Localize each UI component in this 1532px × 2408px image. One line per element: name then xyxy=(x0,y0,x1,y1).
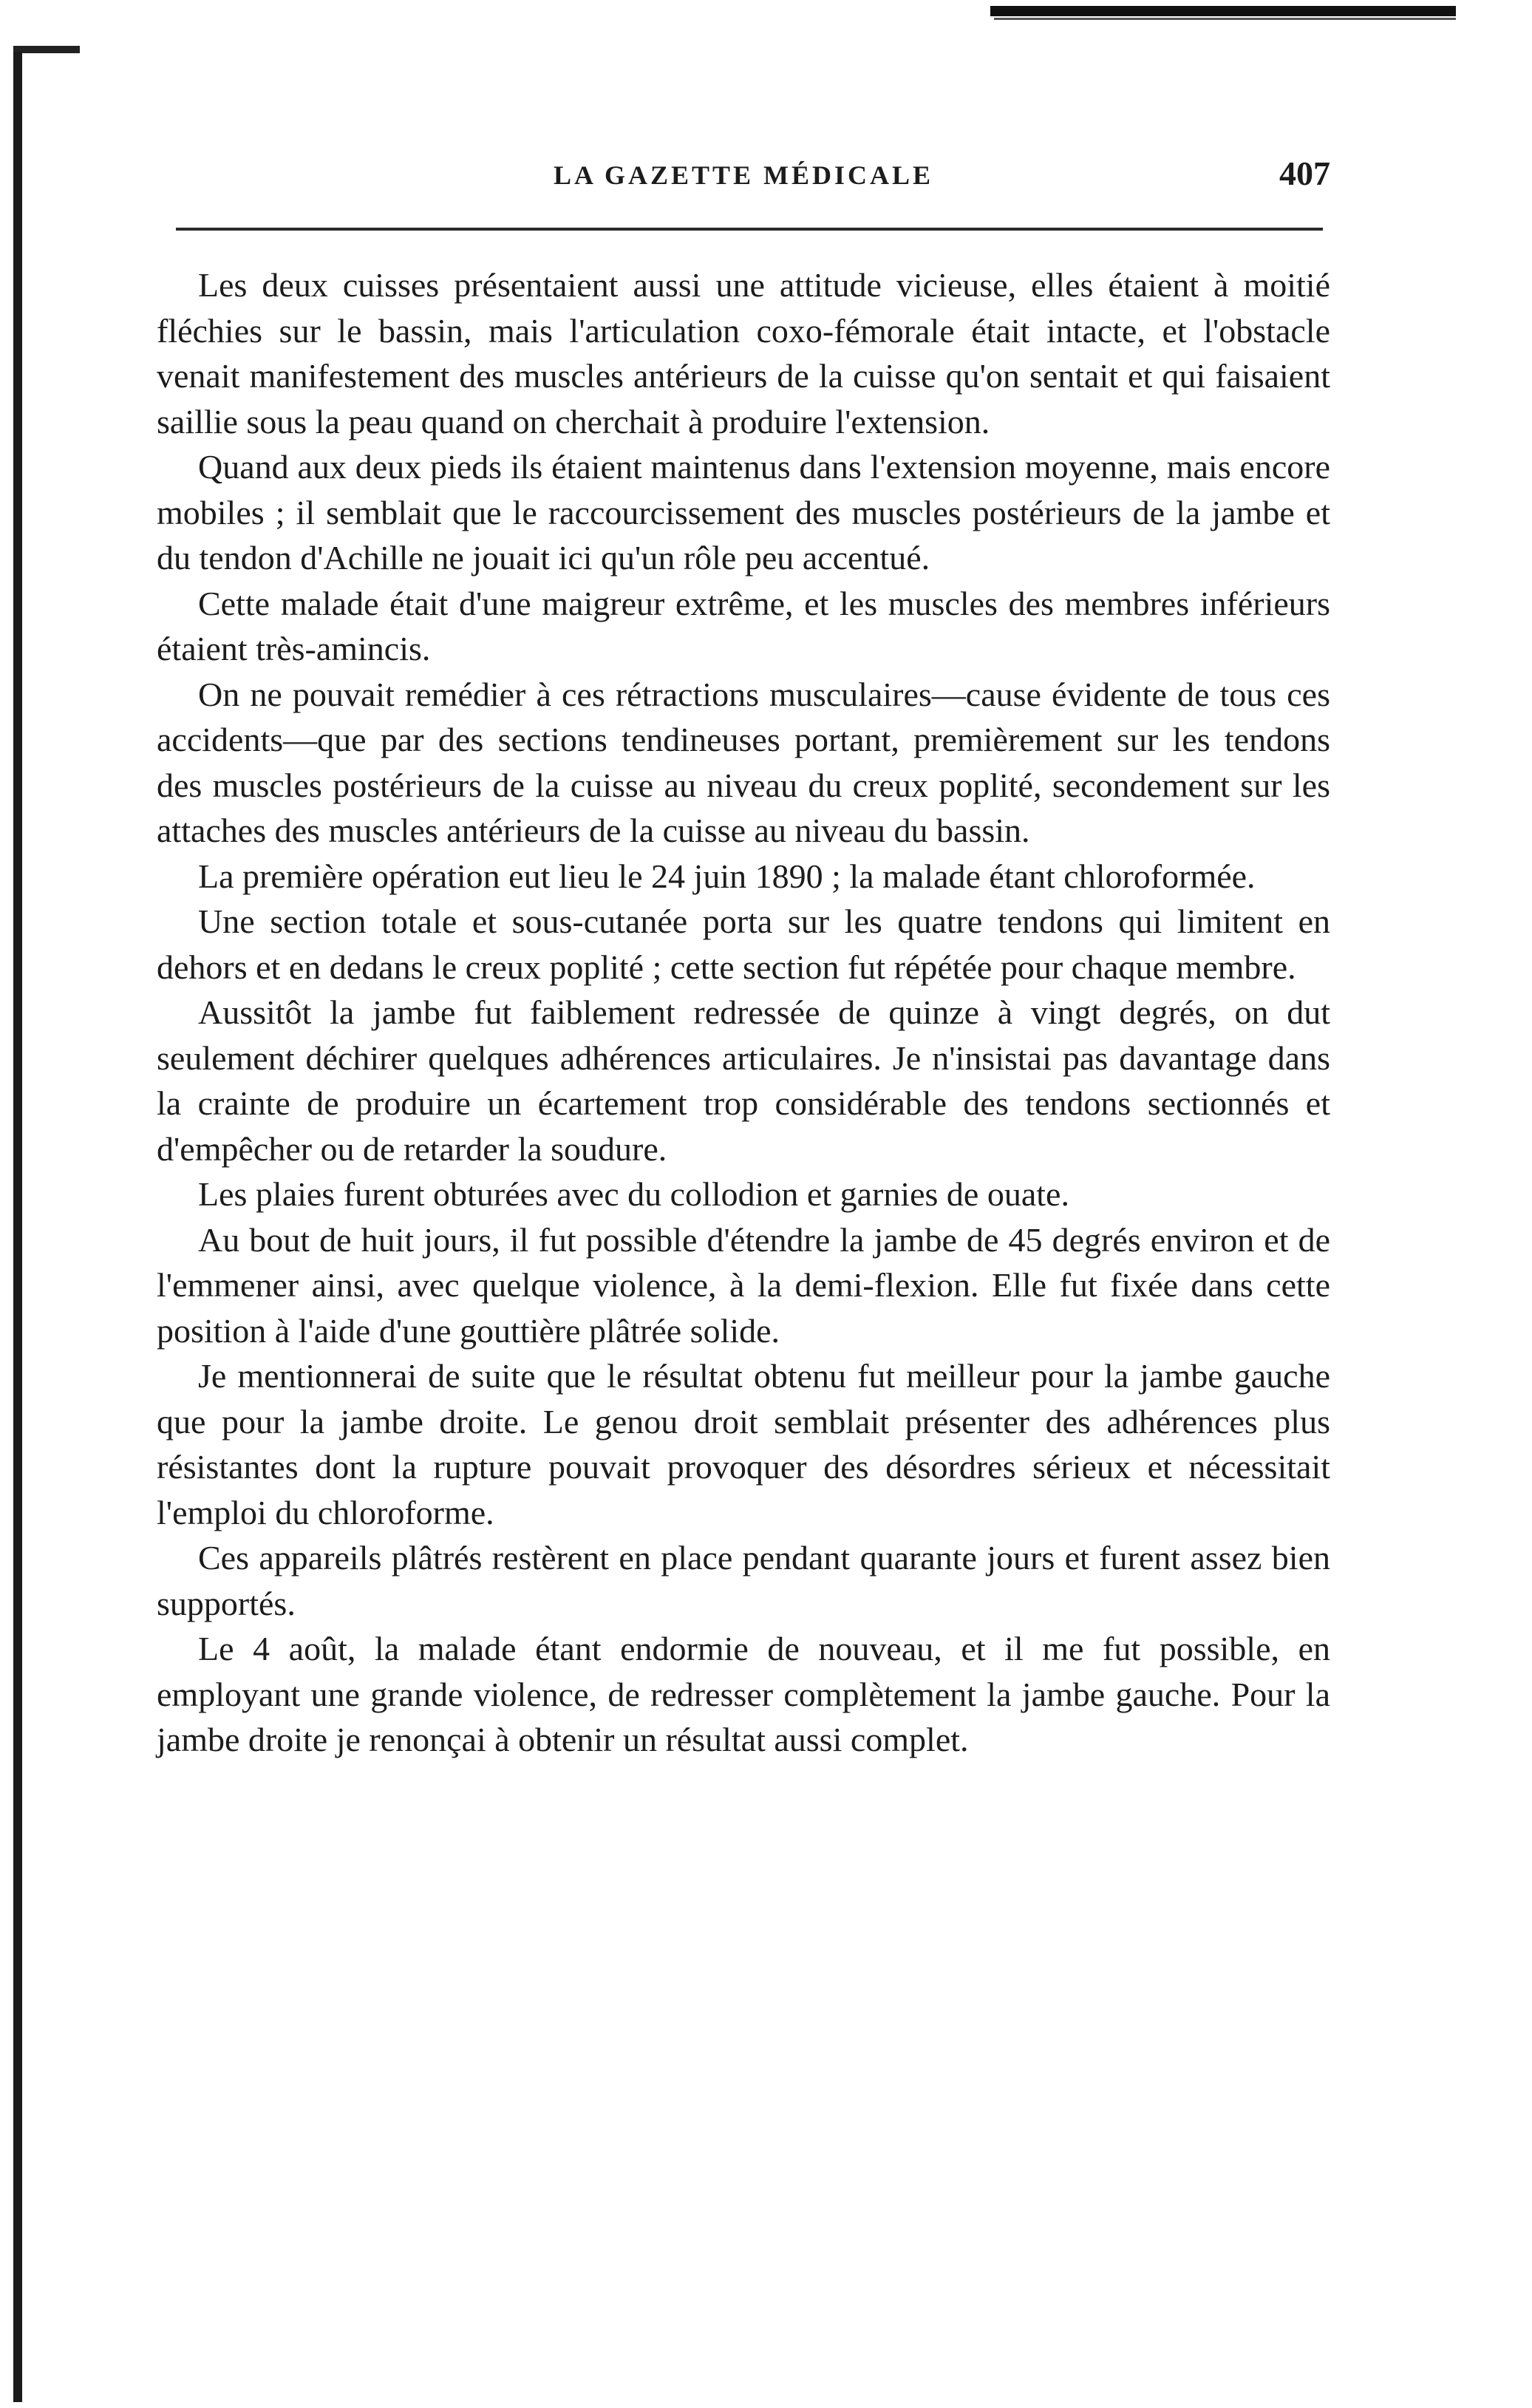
left-binding-edge-top xyxy=(13,46,80,53)
paragraph: La première opération eut lieu le 24 juin 1890 ; la malade étant chloroformée. xyxy=(198,857,1256,895)
paragraph: Quand aux deux pieds ils étaient maintenus dans l'extension moyenne, mais encore mobiles ; il semblait que le raccourcissement des muscles postérieurs de la jambe et du tendon d'Achille ne jouait ici qu'un rôle peu accentué. xyxy=(157,448,1330,577)
paragraph: Cette malade était d'une maigreur extrême, et les muscles des membres inférieurs étaient très-amincis. xyxy=(157,584,1330,667)
top-border-rule-thin xyxy=(994,18,1456,20)
page-number: 407 xyxy=(1279,154,1330,192)
paragraph: Aussitôt la jambe fut faiblement redressée de quinze à vingt degrés, on dut seulement déchirer quelques adhérences articulaires. Je n'insistai pas davantage dans la crainte de produire un écartement trop considérable des tendons sectionnés et d'empêcher ou de retarder la soudure. xyxy=(157,993,1330,1168)
paragraph: Le 4 août, la malade étant endormie de nouveau, et il me fut possible, en employant une grande violence, de redresser complètement la jambe gauche. Pour la jambe droite je renonçai à obtenir un résultat aussi complet. xyxy=(157,1630,1330,1758)
paragraph: Une section totale et sous-cutanée porta sur les quatre tendons qui limitent en dehors et en dedans le creux poplité ; cette section fut répétée pour chaque membre. xyxy=(157,902,1330,986)
left-binding-edge xyxy=(13,52,22,2402)
running-head xyxy=(157,148,1330,207)
paragraph: Je mentionnerai de suite que le résultat obtenu fut meilleur pour la jambe gauche que pour la jambe droite. Le genou droit semblait présenter des adhérences plus résistantes dont la rupture pouvait provoquer des désordres sérieux et nécessitait l'emploi du chloroforme. xyxy=(157,1357,1330,1531)
top-border-rule xyxy=(990,6,1456,16)
body-text xyxy=(157,262,1330,1763)
paragraph: Au bout de huit jours, il fut possible d'étendre la jambe de 45 degrés environ et de l'emmener ainsi, avec quelque violence, à la demi-flexion. Elle fut fixée dans cette position à l'aide d'une gouttière plâtrée solide. xyxy=(157,1220,1330,1350)
paragraph: On ne pouvait remédier à ces rétractions musculaires—cause évidente de tous ces accidents—que par des sections tendineuses portant, premièrement sur les tendons des muscles postérieurs de la cuisse au niveau du creux poplité, secondement sur les attaches des muscles antérieurs de la cuisse au niveau du bassin. xyxy=(157,675,1330,849)
running-title: LA GAZETTE MÉDICALE xyxy=(553,160,934,190)
paragraph: Les plaies furent obturées avec du collodion et garnies de ouate. xyxy=(198,1175,1069,1213)
paragraph: Ces appareils plâtrés restèrent en place pendant quarante jours et furent assez bien supportés. xyxy=(157,1539,1330,1622)
paragraph: Les deux cuisses présentaient aussi une attitude vicieuse, elles étaient à moitié fléchies sur le bassin, mais l'articulation coxo-fémorale était intacte, et l'obstacle venait manifestement des muscles antérieurs de la cuisse qu'on sentait et qui faisaient saillie sous la peau quand on cherchait à produire l'extension. xyxy=(157,266,1330,441)
header-rule xyxy=(176,228,1323,231)
